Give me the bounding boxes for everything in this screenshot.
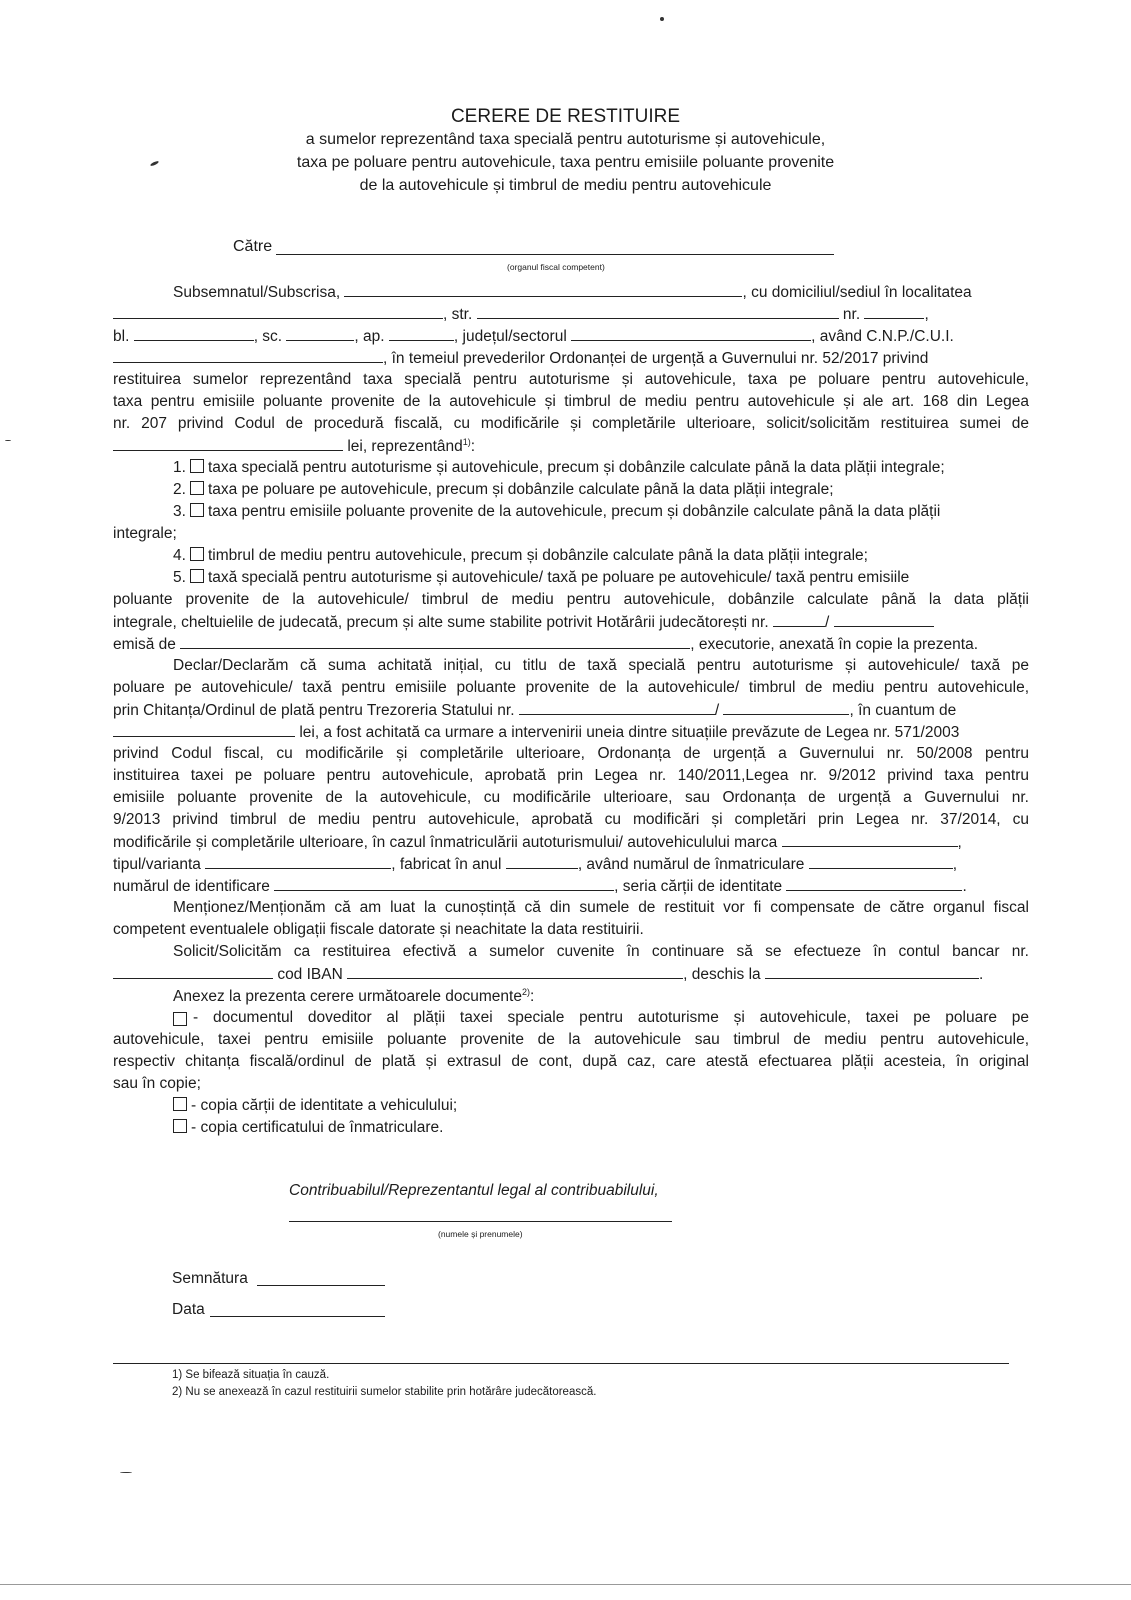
body-line: restituirea sumelor reprezentând taxa specială pentru autoturisme și autovehicule, taxa pe poluare pentru autovehicule, bbox=[113, 371, 1029, 388]
nr-ident-label: numărul de identificare bbox=[113, 878, 270, 895]
body-line: privind Codul fiscal, cu modificările și completările ulterioare, Ordonanța de urgență a Guvernului nr. 50/2008 pentru bbox=[113, 745, 1029, 762]
body-line: modificările și completările ulterioare, în cazul înmatriculării autoturismului/ autovehiculului marca bbox=[113, 834, 778, 851]
semnatura-label: Semnătura bbox=[172, 1270, 248, 1287]
option-number: 1. bbox=[173, 459, 186, 476]
form-title: CERERE DE RESTITUIRE bbox=[450, 106, 681, 127]
marca-field[interactable] bbox=[782, 833, 958, 847]
body-line: instituirea taxei pe poluare pentru autovehicule, aprobată prin Legea nr. 140/2011,Legea nr. 9/2012 privind taxa pentru bbox=[113, 767, 1029, 784]
checkbox-document-doveditor[interactable] bbox=[173, 1012, 187, 1026]
annex-item-text: - copia cărții de identitate a vehiculului; bbox=[191, 1097, 458, 1114]
annex-intro: Anexez la prezenta cerere următoarele documente bbox=[173, 988, 522, 1006]
domiciliu-label: , cu domiciliul/sediul în localitatea bbox=[742, 284, 972, 301]
checkbox-timbru-mediu[interactable] bbox=[190, 547, 204, 561]
number-field[interactable] bbox=[864, 305, 924, 319]
footnote-2: 2) Nu se anexează în cazul restituirii sumelor stabilite prin hotărâre judecătorească. bbox=[172, 1386, 597, 1398]
comma: , bbox=[952, 856, 958, 873]
vin-field[interactable] bbox=[274, 877, 614, 891]
subsemnatul-label: Subsemnatul/Subscrisa, bbox=[173, 284, 341, 301]
body-line: competent eventualele obligații fiscale datorate și neachitate la data restituirii. bbox=[113, 921, 644, 938]
executorie-text: , executorie, anexată în copie la prezenta. bbox=[690, 636, 979, 653]
apartment-field[interactable] bbox=[389, 327, 454, 341]
localitate-field[interactable] bbox=[113, 305, 443, 319]
catre-label: Către bbox=[233, 238, 273, 255]
stair-field[interactable] bbox=[286, 327, 354, 341]
cod-iban-label: cod IBAN bbox=[277, 966, 343, 983]
form-subtitle-line: de la autovehicule și timbrul de mediu pentru autovehicule bbox=[359, 177, 772, 194]
option-text: taxa pe poluare pe autovehicule, precum și dobânzile calculate până la data plății integrale; bbox=[207, 481, 834, 498]
chitanta-nr-field[interactable] bbox=[519, 701, 715, 715]
organ-fiscal-field[interactable] bbox=[276, 254, 834, 255]
body-line: 9/2013 privind timbrul de mediu pentru autovehicule, aprobată cu modificări și completări prin Legea nr. 37/2014, cu bbox=[113, 811, 1029, 828]
checkbox-taxa-speciala[interactable] bbox=[190, 459, 204, 473]
date-field[interactable] bbox=[210, 1316, 385, 1317]
checkbox-taxa-poluare[interactable] bbox=[190, 481, 204, 495]
bl-label: bl. bbox=[113, 328, 130, 345]
name-signature-field[interactable] bbox=[289, 1221, 672, 1222]
body-line: autovehicule, taxei pentru emisiile poluante provenite de la autovehicule sau timbrul de mediu pentru autovehicule, bbox=[113, 1031, 1029, 1048]
option-number: 3. bbox=[173, 503, 186, 520]
slash: / bbox=[824, 614, 830, 631]
lei-reprezentand: lei, reprezentând bbox=[347, 438, 463, 456]
option-text: taxă specială pentru autoturisme și autovehicule/ taxă pe poluare pe autovehicule/ taxă pentru emisiile bbox=[207, 569, 910, 586]
option-text: taxa specială pentru autoturisme și autovehicule, precum și dobânzile calculate până la data plății integrale; bbox=[207, 459, 945, 476]
hotarare-date-field[interactable] bbox=[834, 613, 934, 627]
chitanta-date-field[interactable] bbox=[723, 701, 849, 715]
option-text: timbrul de mediu pentru autovehicule, precum și dobânzile calculate până la data plății integrale; bbox=[207, 547, 868, 564]
avand-nr-label: , având numărul de înmatriculare bbox=[577, 856, 805, 873]
emisa-de-label: emisă de bbox=[113, 636, 176, 653]
sc-label: , sc. bbox=[253, 328, 283, 345]
tipul-field[interactable] bbox=[205, 855, 391, 869]
scan-speck bbox=[660, 17, 664, 21]
checkbox-copie-certificat[interactable] bbox=[173, 1119, 187, 1133]
body-line: integrale, cheltuielile de judecată, precum și alte sume stabilite potrivit Hotărârii judecătorești nr. bbox=[113, 614, 769, 631]
cnp-label: , având C.N.P./C.U.I. bbox=[811, 328, 954, 345]
temei-text: , în temeiul prevederilor Ordonanței de urgență a Guvernului nr. 52/2017 privind bbox=[383, 350, 929, 367]
body-line: poluante provenite de la autovehicule/ timbrul de mediu pentru autovehicule, dobânzile calculate până la data plății bbox=[113, 591, 1029, 608]
data-label: Data bbox=[172, 1301, 205, 1318]
str-label: , str. bbox=[443, 306, 473, 323]
body-line: Declar/Declarăm că suma achitată inițial, cu titlu de taxă specială pentru autoturisme și autovehicule/ taxă pe bbox=[173, 657, 1029, 674]
option-number: 5. bbox=[173, 569, 186, 586]
period: . bbox=[978, 966, 984, 983]
ap-label: , ap. bbox=[354, 328, 385, 345]
name-field[interactable] bbox=[344, 283, 742, 297]
body-line: sau în copie; bbox=[113, 1075, 201, 1092]
tipul-label: tipul/varianta bbox=[113, 856, 201, 873]
block-field[interactable] bbox=[134, 327, 254, 341]
amount-field[interactable] bbox=[113, 437, 343, 451]
body-line: nr. 207 privind Codul de procedură fiscală, cu modificările și completările ulterioare, solicit/solicităm restituirea sumei de bbox=[113, 415, 1029, 432]
signature-field[interactable] bbox=[257, 1285, 385, 1286]
emitent-field[interactable] bbox=[180, 635, 690, 649]
scan-edge bbox=[0, 1584, 1131, 1585]
option-number: 4. bbox=[173, 547, 186, 564]
checkbox-hotarare-judecatoreasca[interactable] bbox=[190, 569, 204, 583]
civ-series-field[interactable] bbox=[786, 877, 962, 891]
judet-label: , județul/sectorul bbox=[453, 328, 567, 345]
body-line: emisiile poluante provenite de la autovehicule, cu modificările ulterioare, sau Ordonanța de urgență a Guvernului nr. bbox=[113, 789, 1029, 806]
slash: / bbox=[714, 702, 720, 719]
option-text-cont: integrale; bbox=[113, 525, 177, 542]
scan-speck bbox=[120, 1472, 132, 1473]
body-line: Solicit/Solicităm ca restituirea efectivă a sumelor cuvenite în continuare să se efectueze în contul bancar nr. bbox=[173, 943, 1029, 960]
in-cuantum-label: , în cuantum de bbox=[849, 702, 957, 719]
year-field[interactable] bbox=[506, 855, 578, 869]
body-line: prin Chitanța/Ordinul de plată pentru Trezoreria Statului nr. bbox=[113, 702, 515, 719]
footnote-ref: 1) bbox=[462, 437, 471, 447]
hotarare-nr-field[interactable] bbox=[773, 613, 825, 627]
body-line: taxa pentru emisiile poluante provenite de la autovehicule și timbrul de mediu pentru autovehicule și ale art. 168 din Legea bbox=[113, 393, 1029, 410]
contribuabil-label: Contribuabilul/Reprezentantul legal al contribuabilului, bbox=[289, 1182, 659, 1199]
body-line: respectiv chitanța fiscală/ordinul de plată și extrasul de cont, după caz, care atestă efectuarea plății acesteia, în original bbox=[113, 1053, 1029, 1070]
street-field[interactable] bbox=[477, 305, 839, 319]
checkbox-taxa-emisii[interactable] bbox=[190, 503, 204, 517]
bank-name-field[interactable] bbox=[765, 965, 979, 979]
option-number: 2. bbox=[173, 481, 186, 498]
name-caption: (numele și prenumele) bbox=[438, 1229, 523, 1239]
organ-fiscal-caption: (organul fiscal competent) bbox=[507, 262, 605, 272]
nr-label: nr. bbox=[842, 306, 861, 323]
comma: , bbox=[924, 306, 929, 323]
footnote-divider bbox=[113, 1363, 1009, 1364]
body-line: poluare pe autovehicule/ taxă pentru emisiile poluante provenite de la autovehicule/ timbrul de mediu pentru autovehicule, bbox=[113, 679, 1029, 696]
form-subtitle-line: a sumelor reprezentând taxa specială pentru autoturisme și autovehicule, bbox=[305, 131, 826, 148]
body-line: lei, a fost achitată ca urmare a intervenirii uneia dintre situațiile prevăzute de Legea nr. 571/2003 bbox=[299, 724, 960, 741]
footnote-1: 1) Se bifează situația în cauză. bbox=[172, 1369, 330, 1381]
iban-field[interactable] bbox=[347, 965, 683, 979]
cnp-field[interactable] bbox=[113, 349, 383, 363]
body-line: Menționez/Menționăm că am luat la cunoștință că din sumele de restituit vor fi compensate de către organul fiscal bbox=[173, 899, 1029, 916]
colon: : bbox=[470, 438, 476, 456]
deschis-label: , deschis la bbox=[683, 966, 761, 983]
cuantum-field[interactable] bbox=[113, 723, 295, 737]
fabricat-label: , fabricat în anul bbox=[391, 856, 502, 873]
option-text: taxa pentru emisiile poluante provenite de la autovehicule, precum și dobânzile calculate până la data plății bbox=[207, 503, 941, 520]
colon: : bbox=[529, 988, 535, 1006]
bank-account-field[interactable] bbox=[113, 965, 273, 979]
county-field[interactable] bbox=[571, 327, 811, 341]
seria-label: , seria cărții de identitate bbox=[614, 878, 783, 895]
annex-item-text: - copia certificatului de înmatriculare. bbox=[191, 1119, 444, 1136]
scan-speck bbox=[5, 440, 11, 441]
checkbox-copie-civ[interactable] bbox=[173, 1097, 187, 1111]
registration-field[interactable] bbox=[809, 855, 953, 869]
comma: , bbox=[957, 834, 962, 851]
period: . bbox=[962, 878, 967, 895]
annex-item-text: - documentul doveditor al plății taxei speciale pentru autoturisme și autovehicule, taxei pe poluare pe bbox=[193, 1009, 1029, 1026]
form-subtitle-line: taxa pe poluare pentru autovehicule, taxa pentru emisiile poluante provenite bbox=[296, 154, 835, 171]
footnote-ref: 2) bbox=[521, 987, 530, 997]
